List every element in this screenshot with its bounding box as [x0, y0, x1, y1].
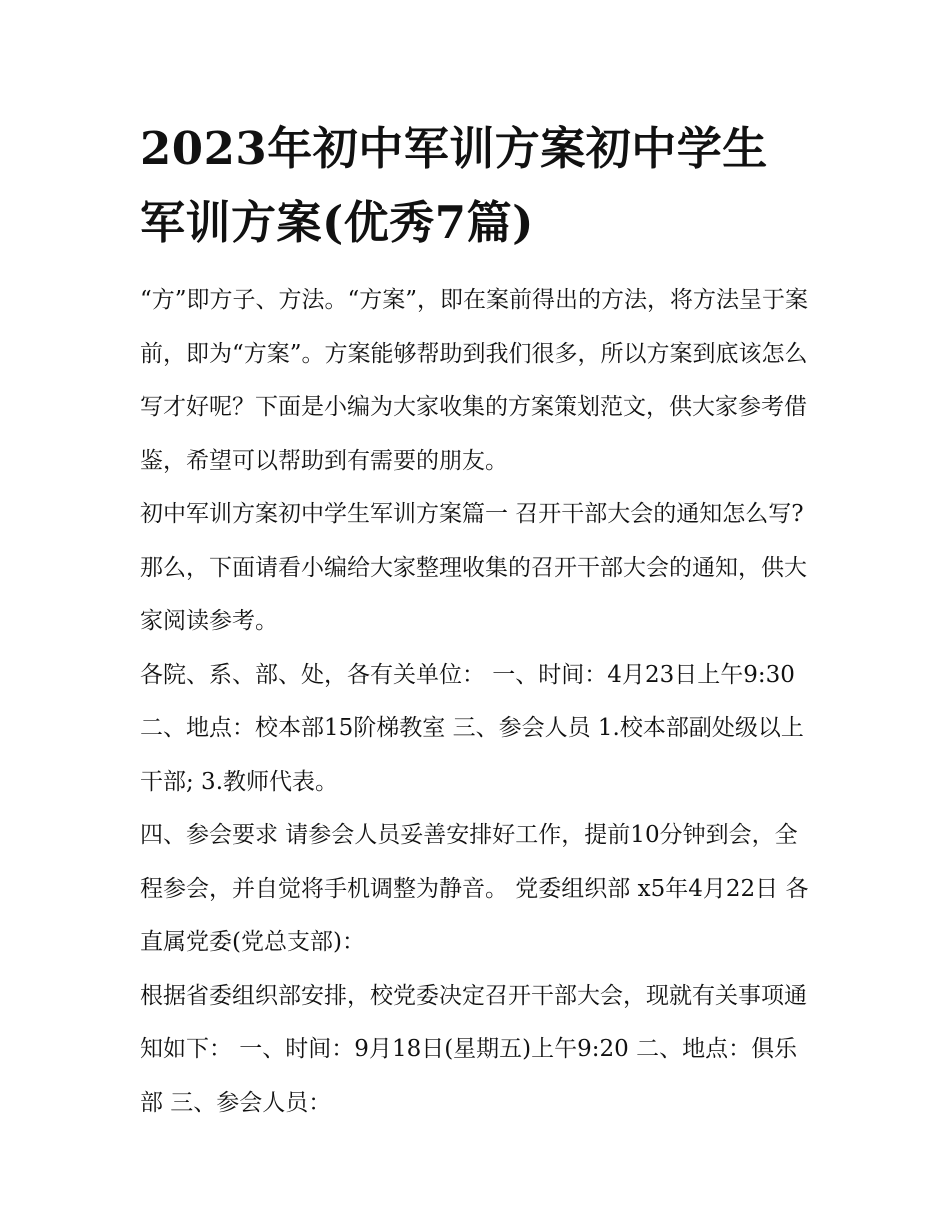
document-title: 2023年初中军训方案初中学生军训方案(优秀7篇) — [140, 122, 768, 249]
paragraph-meeting-requirements: 四、参会要求 请参会人员妥善安排好工作，提前10分钟到会，全程参会，并自觉将手机调整为静音。 党委组织部 x5年4月22日 各直属党委(党总支部)： — [140, 822, 809, 955]
paragraph-meeting-notice: 根据省委组织部安排，校党委决定召开干部大会，现就有关事项通知如下： 一、时间：9月18日(星期五)上午9:20 二、地点：俱乐部 三、参会人员： — [140, 982, 807, 1116]
paragraph-meeting-details: 各院、系、部、处，各有关单位： 一、时间：4月23日上午9:30 二、地点：校本部15阶梯教室 三、参会人员 1.校本部副处级以上干部; 3.教师代表。 — [140, 661, 804, 795]
paragraph-plan-one: 初中军训方案初中学生军训方案篇一 召开干部大会的通知怎么写?那么，下面请看小编给大家整理收集的召开干部大会的通知，供大家阅读参考。 — [140, 501, 807, 634]
paragraph-intro: “方”即方子、方法。“方案”，即在案前得出的方法，将方法呈于案前，即为“方案”。方案能够帮助到我们很多，所以方案到底该怎么写才好呢？下面是小编为大家收集的方案策划范文，供大家参考借鉴，希望可以帮助到有需要的朋友。 — [140, 287, 809, 474]
document-body — [140, 112, 812, 1130]
